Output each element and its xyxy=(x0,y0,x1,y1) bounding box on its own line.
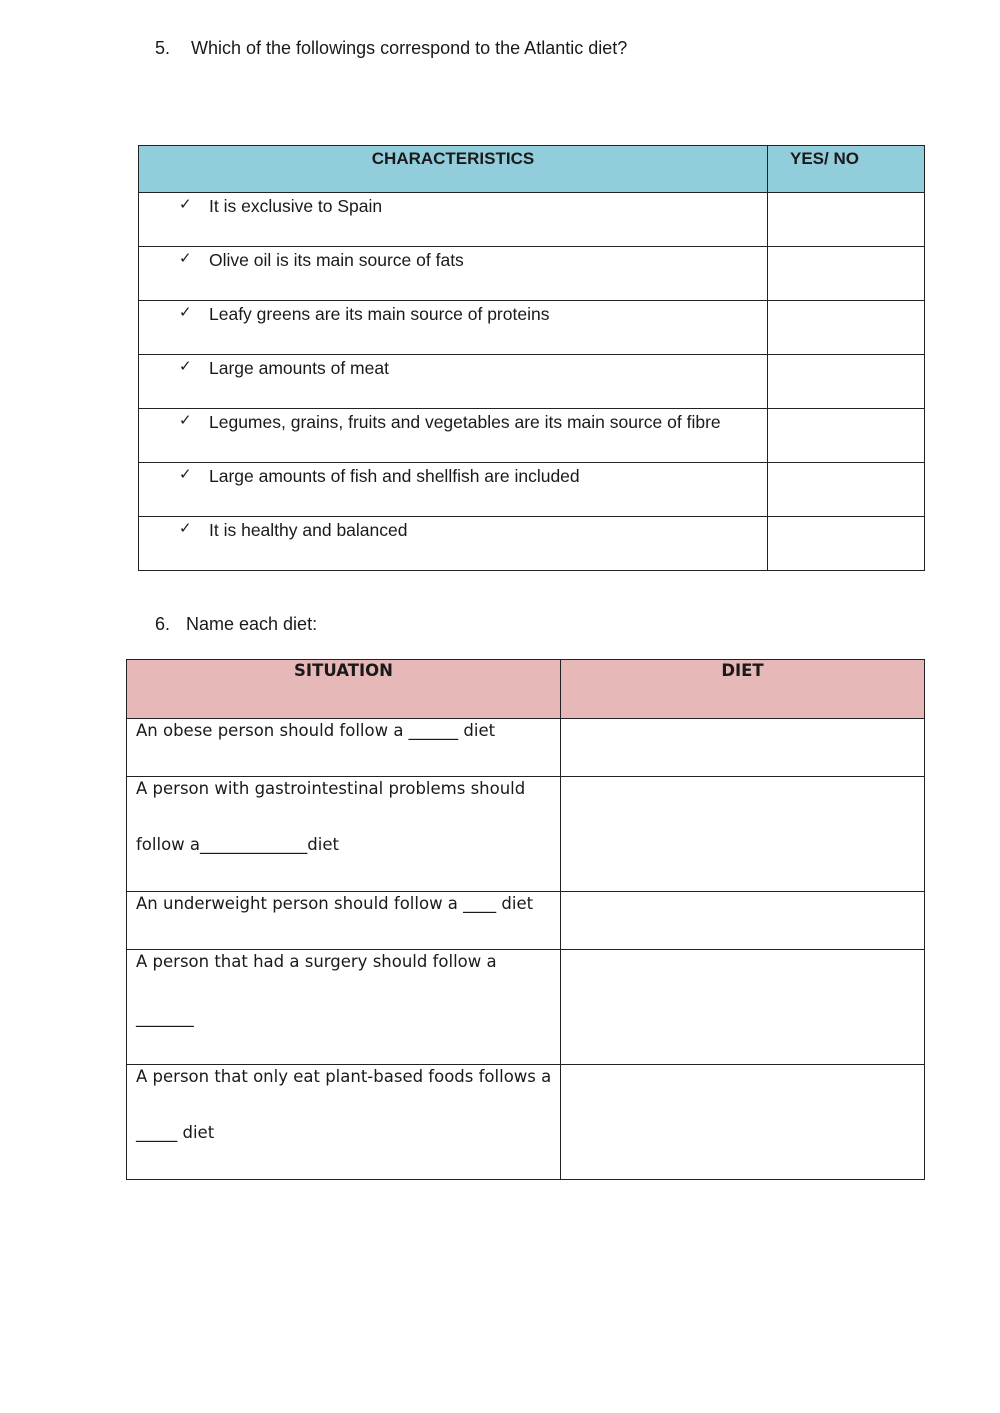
checkmark-icon: ✓ xyxy=(179,195,192,213)
checkmark-icon: ✓ xyxy=(179,411,192,429)
table-row xyxy=(139,193,925,247)
checkmark-icon: ✓ xyxy=(179,357,192,375)
characteristic-cell xyxy=(139,463,768,517)
situation-line-1: A person with gastrointestinal problems should xyxy=(136,779,526,798)
situation-line-2: _______ xyxy=(136,1008,194,1027)
situation-line-1: A person that had a surgery should follow a xyxy=(136,952,497,971)
characteristic-text: Leafy greens are its main source of proteins xyxy=(209,304,550,324)
characteristic-text: Legumes, grains, fruits and vegetables are its main source of fibre xyxy=(209,412,721,432)
situation-line-1: An underweight person should follow a ____ diet xyxy=(136,894,534,913)
checkmark-icon: ✓ xyxy=(179,519,192,537)
situation-cell xyxy=(127,777,561,892)
yes-no-header: YES/ NO xyxy=(768,146,925,193)
characteristic-text: Olive oil is its main source of fats xyxy=(209,250,464,270)
table-header-row xyxy=(139,146,925,193)
yes-no-answer-cell[interactable] xyxy=(768,409,925,463)
table-row xyxy=(139,355,925,409)
situation-line-1: An obese person should follow a ______ diet xyxy=(136,721,496,740)
yes-no-answer-cell[interactable] xyxy=(768,517,925,571)
characteristic-cell xyxy=(139,193,768,247)
table-row xyxy=(139,517,925,571)
characteristics-header: CHARACTERISTICS xyxy=(139,146,768,193)
situation-line-2: follow a_____________diet xyxy=(136,835,339,854)
situation-cell xyxy=(127,950,561,1065)
situation-line-2: _____ diet xyxy=(136,1123,215,1142)
yes-no-answer-cell[interactable] xyxy=(768,463,925,517)
table-row xyxy=(139,247,925,301)
characteristic-text: It is healthy and balanced xyxy=(209,520,408,540)
characteristic-cell xyxy=(139,247,768,301)
table-row xyxy=(139,301,925,355)
checkmark-icon: ✓ xyxy=(179,465,192,483)
checkmark-icon: ✓ xyxy=(179,303,192,321)
situation-line-1: A person that only eat plant-based foods follows a xyxy=(136,1067,552,1086)
diet-header: DIET xyxy=(561,660,925,719)
characteristic-cell xyxy=(139,409,768,463)
situation-cell xyxy=(127,1065,561,1180)
characteristic-text: Large amounts of fish and shellfish are included xyxy=(209,466,580,486)
atlantic-diet-table xyxy=(138,145,925,571)
characteristic-cell xyxy=(139,355,768,409)
characteristic-text: It is exclusive to Spain xyxy=(209,196,383,216)
yes-no-answer-cell[interactable] xyxy=(768,193,925,247)
table-header-row xyxy=(127,660,925,719)
table-row xyxy=(127,892,925,950)
diet-answer-cell[interactable] xyxy=(561,777,925,892)
checkmark-icon: ✓ xyxy=(179,249,192,267)
diet-answer-cell[interactable] xyxy=(561,892,925,950)
characteristic-text: Large amounts of meat xyxy=(209,358,389,378)
yes-no-answer-cell[interactable] xyxy=(768,355,925,409)
question-6-text: Name each diet: xyxy=(186,614,318,634)
question-6-number: 6. xyxy=(155,614,171,634)
question-6-title xyxy=(155,614,317,635)
table-row xyxy=(127,950,925,1065)
table-row xyxy=(139,463,925,517)
diet-answer-cell[interactable] xyxy=(561,1065,925,1180)
situation-cell xyxy=(127,719,561,777)
table-row xyxy=(127,719,925,777)
characteristic-cell xyxy=(139,301,768,355)
yes-no-answer-cell[interactable] xyxy=(768,247,925,301)
question-5-text: Which of the followings correspond to the Atlantic diet? xyxy=(191,38,628,58)
table-row xyxy=(127,1065,925,1180)
diet-answer-cell[interactable] xyxy=(561,950,925,1065)
table-row xyxy=(139,409,925,463)
diet-naming-table xyxy=(126,659,925,1180)
diet-answer-cell[interactable] xyxy=(561,719,925,777)
yes-no-answer-cell[interactable] xyxy=(768,301,925,355)
characteristic-cell xyxy=(139,517,768,571)
situation-header: SITUATION xyxy=(127,660,561,719)
question-5-title xyxy=(155,38,627,59)
table-row xyxy=(127,777,925,892)
question-5-number: 5. xyxy=(155,38,171,58)
situation-cell xyxy=(127,892,561,950)
